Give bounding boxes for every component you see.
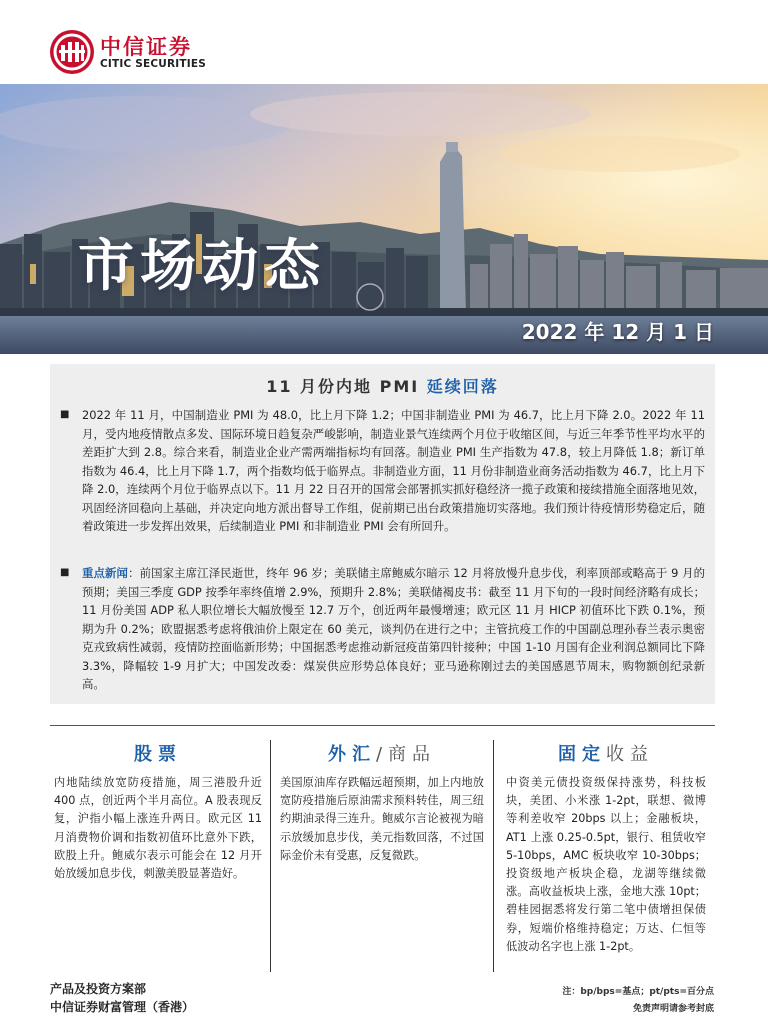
section-divider	[50, 725, 715, 726]
summary-box	[50, 364, 715, 704]
brand-name-en: CITIC SECURITIES	[100, 58, 207, 70]
stocks-column	[54, 740, 262, 881]
summary-bullet-news	[60, 564, 705, 694]
header	[0, 0, 768, 84]
summary-title-part2: 延续回落	[426, 377, 499, 396]
fixed-income-column	[506, 740, 706, 953]
news-paragraph	[60, 564, 705, 694]
summary-title-part1: 11 月份内地 PMI	[266, 377, 427, 396]
fx-column	[280, 740, 484, 862]
company-name: 中信证券财富管理（香港）	[50, 1000, 195, 1014]
fixed-income-body: 中资美元债投资级保持涨势，科技板块，美团、小米涨 1-2pt，联想、微博等利差收窄 20bps 以上；金融板块，AT1 上涨 0.25-0.5pt，银行、租赁收窄 5-10bps，AMC 板块收窄 10-30bps；投资级地产板块企稳，龙湖等继续微涨。高收益板块上涨，金地大涨 10pt；碧桂园据悉将发行第二笔中债增担保债券，短端价格维持稳定；万达、仁恒等低波动名字也上涨 1-2pt。	[506, 776, 706, 953]
bullet-square-icon: ■	[60, 409, 70, 420]
units-note: 注：bp/bps=基点；pt/pts=百分点	[562, 987, 714, 997]
summary-bullet-pmi	[60, 406, 705, 536]
fx-heading	[280, 740, 484, 766]
fixed-heading-a: 固定	[558, 744, 606, 765]
citic-logo-icon	[50, 30, 94, 74]
fixed-income-heading	[506, 740, 706, 766]
page-title: 市场动态	[78, 234, 326, 299]
stocks-body: 内地陆续放宽防疫措施，周三港股升近 400 点，创近两个半月高位。A 股表现反复，沪指小幅上涨连升两日。欧元区 11 月消费物价调和指数初值环比意外下跌，欧股上升。鲍威尔表示可能会在 12 月开始放缓加息步伐，刺激美股显著造好。	[54, 776, 262, 881]
stocks-heading: 股票	[134, 744, 182, 765]
department-name: 产品及投资方案部	[50, 982, 147, 996]
fx-body: 美国原油库存跌幅远超预期，加上内地放宽防疫措施后原油需求预料转佳，周三纽约期油录得三连升。鲍威尔言论被视为暗示放缓加息步伐，美元指数回落，不过国际金价未有受惠，反复微跌。	[280, 776, 484, 862]
bullet-square-icon: ■	[60, 567, 70, 578]
fixed-heading-b: 收益	[606, 744, 654, 765]
city-skyline-image	[0, 84, 768, 354]
column-divider	[493, 740, 494, 972]
disclaimer-note: 免责声明请参考封底	[632, 1004, 714, 1014]
brand-name-cn: 中信证券	[100, 35, 192, 59]
fx-heading-a: 外汇	[327, 744, 376, 765]
news-label: 重点新闻	[82, 566, 129, 580]
report-date: 2022 年 12 月 1 日	[521, 320, 714, 344]
fx-heading-b: /商品	[375, 744, 437, 765]
column-divider	[270, 740, 271, 972]
news-text: ：前国家主席江泽民逝世，终年 96 岁；美联储主席鲍威尔暗示 12 月将放慢升息步伐，利率顶部或略高于 9 月的预期；美国三季度 GDP 按季年率终值增 2.9%，预期升 2.8%；美联储褐皮书：截至 11 月下旬的一段时间经济略有成长；11 月份美国 ADP 私人职位增长大幅放慢至 12.7 万个，创近两年最慢增速；欧元区 11 月 HICP 初值环比下跌 0.1%，预期为升 0.2%；欧盟据悉考虑将俄油价上限定在 60 美元，谈判仍在进行之中；主管抗疫工作的中国副总理孙春兰表示奥密克戎致病性减弱，疫情防控面临新形势；中国据悉考虑推动新冠疫苗第四针接种；中国 1-10 月国有企业利润总额同比下降 3.3%，降幅较 1-9 月扩大；中国发改委：煤炭供应形势总体良好；亚马逊称刚过去的美国感恩节周末，购物额创纪录新高。	[82, 566, 705, 691]
hero-banner	[0, 84, 768, 354]
pmi-text: 2022 年 11 月，中国制造业 PMI 为 48.0，比上月下降 1.2；中国非制造业 PMI 为 46.7，比上月下降 2.0。2022 年 11 月，受内地疫情散点多发、国际环境日趋复杂严峻影响，制造业景气连续两个月位于收缩区间，与近三年季节性平均水平的差距扩大到 2.8。综合来看，制造业企业产需两端指标均有回落。制造业 PMI 生产指数为 47.8，较上月降低 1.8；新订单指数为 46.4，比上月下降 1.7，两个指数均低于临界点。非制造业方面，11 月份非制造业商务活动指数为 46.7，比上月下降 2.0，连续两个月位于临界点以下。11 月 22 日召开的国常会部署抓实抓好稳经济一揽子政策和接续措施全面落地见效，巩固经济回稳向上基础，并决定向地方派出督导工作组，促前期已出台政策措施切实落地。我们预计待疫情形势稳定后，随着政策进一步发挥出效果，后续制造业 PMI 和非制造业 PMI 会有所回升。	[82, 408, 705, 533]
summary-title	[50, 374, 715, 397]
